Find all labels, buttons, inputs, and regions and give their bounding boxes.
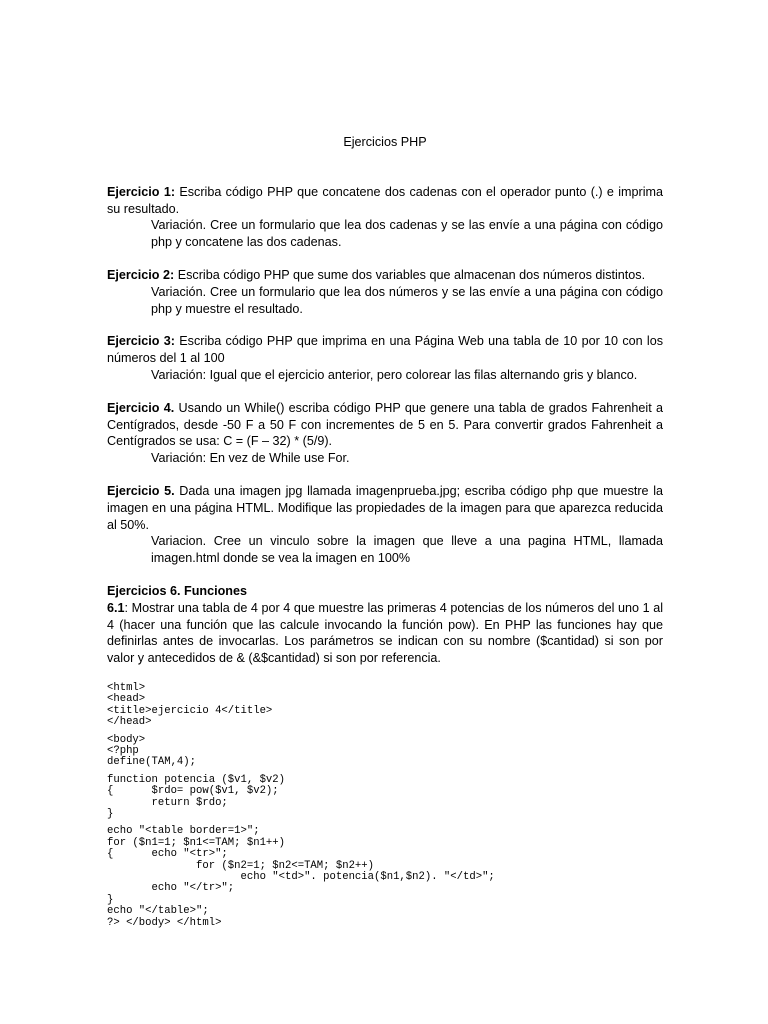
exercise-4-text: Usando un While() escriba código PHP que genere una tabla de grados Fahrenheit a Centígrados, desde -50 F a 50 F con incrementes de 5 en 5. Para convertir grados Fahrenheit a Centígrados se usa: C = (F – 32) * (5/9). <box>107 400 663 449</box>
exercise-5-text: Dada una imagen jpg llamada imagenprueba.jpg; escriba código php que muestre la imagen en una página HTML. Modifique las propiedades de la imagen para que aparezca reducida al 50%. <box>107 483 663 532</box>
exercise-1-text: Escriba código PHP que concatene dos cadenas con el operador punto (.) e imprima su resultado. <box>107 184 664 216</box>
code-html-head: <html> <head> <title>ejercicio 4</title> </head> <box>107 681 273 729</box>
code-function-potencia: function potencia ($v1, $v2) { $rdo= pow($v1, $v2); return $rdo; } <box>107 773 286 820</box>
exercise-6-1-text: : Mostrar una tabla de 4 por 4 que muestre las primeras 4 potencias de los números del uno 1 al 4 (hacer una función que las calcule invocando la función pow). En PHP las funciones hay que definirlas antes de invocarlas. Los parámetros se indican con su nombre ($cantidad) si son por valor y antecedidos de & (&$cantidad) si son por referencia. <box>107 600 663 666</box>
document-page <box>107 134 663 929</box>
exercise-2-text: Escriba código PHP que sume dos variables que almacenan dos números distintos. <box>174 267 646 282</box>
code-body-define: <body> <?php define(TAM,4); <box>107 733 197 769</box>
exercise-4-statement <box>107 400 663 450</box>
exercise-4 <box>107 400 663 467</box>
exercise-2-lead: Ejercicio 2: <box>107 267 175 282</box>
exercise-3-lead: Ejercicio 3: <box>107 334 175 349</box>
exercise-6-1-lead: 6.1 <box>107 600 125 615</box>
exercise-4-lead: Ejercicio 4. <box>107 400 175 415</box>
exercise-3-text: Escriba código PHP que imprima en una Página Web una tabla de 10 por 10 con los números del 1 al 100 <box>107 334 664 366</box>
exercise-6-1-statement <box>107 600 663 667</box>
exercise-6-heading: Ejercicios 6. Funciones <box>107 583 247 598</box>
exercise-1-lead: Ejercicio 1: <box>107 184 176 199</box>
exercise-5 <box>107 483 663 567</box>
exercise-6-functions <box>107 583 663 667</box>
exercise-4-variation: Variación: En vez de While use For. <box>151 451 350 466</box>
exercise-5-lead: Ejercicio 5. <box>107 483 175 498</box>
exercise-1-variation: Variación. Cree un formulario que lea dos cadenas y se las envíe a una página con código php y concatene las dos cadenas. <box>151 218 663 250</box>
exercise-2-statement <box>107 267 663 284</box>
exercise-5-variation: Variacion. Cree un vinculo sobre la imagen que lleve a una pagina HTML, llamada imagen.html donde se vea la imagen en 100% <box>151 534 663 566</box>
exercise-3-statement <box>107 333 663 367</box>
exercise-2-variation: Variación. Cree un formulario que lea dos números y se las envíe a una página con código php y muestre el resultado. <box>151 284 663 316</box>
code-table-loop: echo "<table border=1>"; for ($n1=1; $n1<=TAM; $n1++) { echo "<tr>"; for ($n2=1; $n2<=TAM; $n2++) echo "<td>". potencia($n1,$n2). "</td>"; echo "</tr>"; } echo "</table>"; ?> </body> </html> <box>107 825 495 929</box>
page-title: Ejercicios PHP <box>343 135 427 149</box>
exercise-2 <box>107 267 663 317</box>
exercise-5-statement <box>107 483 663 533</box>
php-code-listing <box>107 683 663 929</box>
exercise-3-variation: Variación: Igual que el ejercicio anterior, pero colorear las filas alternando gris y blanco. <box>151 367 638 382</box>
exercise-1 <box>107 184 663 251</box>
exercise-1-statement <box>107 184 663 218</box>
exercise-3 <box>107 333 663 383</box>
